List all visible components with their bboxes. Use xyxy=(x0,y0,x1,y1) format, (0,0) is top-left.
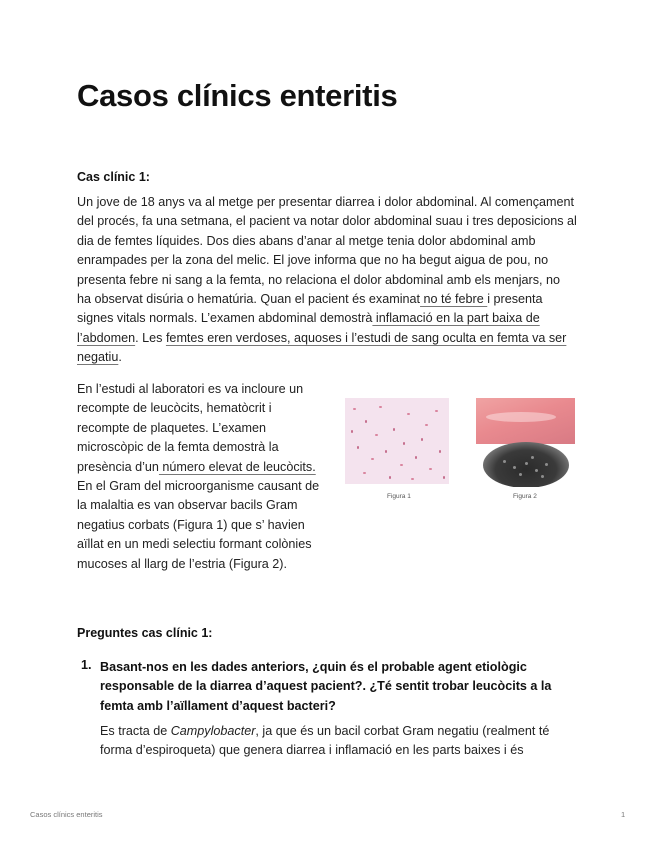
answer-organism-name: Campylobacter xyxy=(170,724,256,738)
figure-2-caption: Figura 2 xyxy=(513,493,537,500)
case-description-paragraph xyxy=(77,193,577,368)
page-title: Casos clínics enteritis xyxy=(77,78,398,113)
lab-text-2: En el Gram del microorganisme causant de la malaltia es van observar bacils Gram negatius corbats (Figura 1) que s’ havien aïllat en un medi selectiu formant colònies mucoses al llarg de l’estria (Figura 2). xyxy=(77,479,320,571)
answer-paragraph xyxy=(100,722,578,761)
case-text-4: . xyxy=(118,350,122,365)
case-text-2: i presenta signes vitals normals. L’examen abdominal demostrà xyxy=(77,292,543,326)
answer-prefix: Es tracta de xyxy=(100,724,171,738)
lab-findings-paragraph xyxy=(77,380,322,574)
highlight-no-fever: no té febre xyxy=(420,292,488,307)
highlight-leukocytes: número elevat de leucòcits. xyxy=(158,459,316,474)
footer-page-number: 1 xyxy=(621,810,626,819)
case-heading: Cas clínic 1: xyxy=(77,170,150,184)
highlight-stool: femtes eren verdoses, aquoses i l’estudi de sang oculta en femta va ser negatiu xyxy=(77,330,567,365)
answer-rest: , ja que és un bacil corbat Gram negatiu (realment té forma d’espiroqueta) que genera diarrea i inflamació en les parts baixes i és xyxy=(100,724,550,758)
case-text-1: Un jove de 18 anys va al metge per presentar diarrea i dolor abdominal. Al començament del procés, fa una setmana, el pacient va notar dolor abdominal suau i tres deposicions al dia de femtes líquides. Dos dies abans d’anar al metge tenia dolor abdominal amb enrampades per la zona del melic. El jove informa que no ha begut aigua de pou, no presenta febre ni sang a la femta, no relaciona el dolor abdominal amb els menjars, no ha observat disúria o hematúria. Quan el pacient és examinat xyxy=(77,195,577,307)
question-text: Basant-nos en les dades anteriors, ¿quin és el probable agent etiològic responsable de la diarrea d’aquest pacient?. ¿Té sentit trobar leucòcits a la femta amb l’aïllament d’aquest bacteri? xyxy=(100,660,552,713)
question-number: 1. xyxy=(81,658,92,672)
case-text-3: . Les xyxy=(135,330,166,345)
highlight-inflammation: inflamació en la part baixa de l’abdomen xyxy=(77,311,540,345)
figure-1-caption: Figura 1 xyxy=(387,493,411,500)
lab-text-1: En l’estudi al laboratori es va incloure un recompte de leucòcits, hematòcrit i recompte de plaquetes. L’examen microscòpic de la femta demostrà la presència d’un xyxy=(77,382,304,474)
questions-heading: Preguntes cas clínic 1: xyxy=(77,626,213,640)
figure-1-gram-stain-image xyxy=(345,398,449,484)
footer-document-title: Casos clínics enteritis xyxy=(30,810,103,819)
figure-2-culture-plate-image xyxy=(476,398,575,487)
